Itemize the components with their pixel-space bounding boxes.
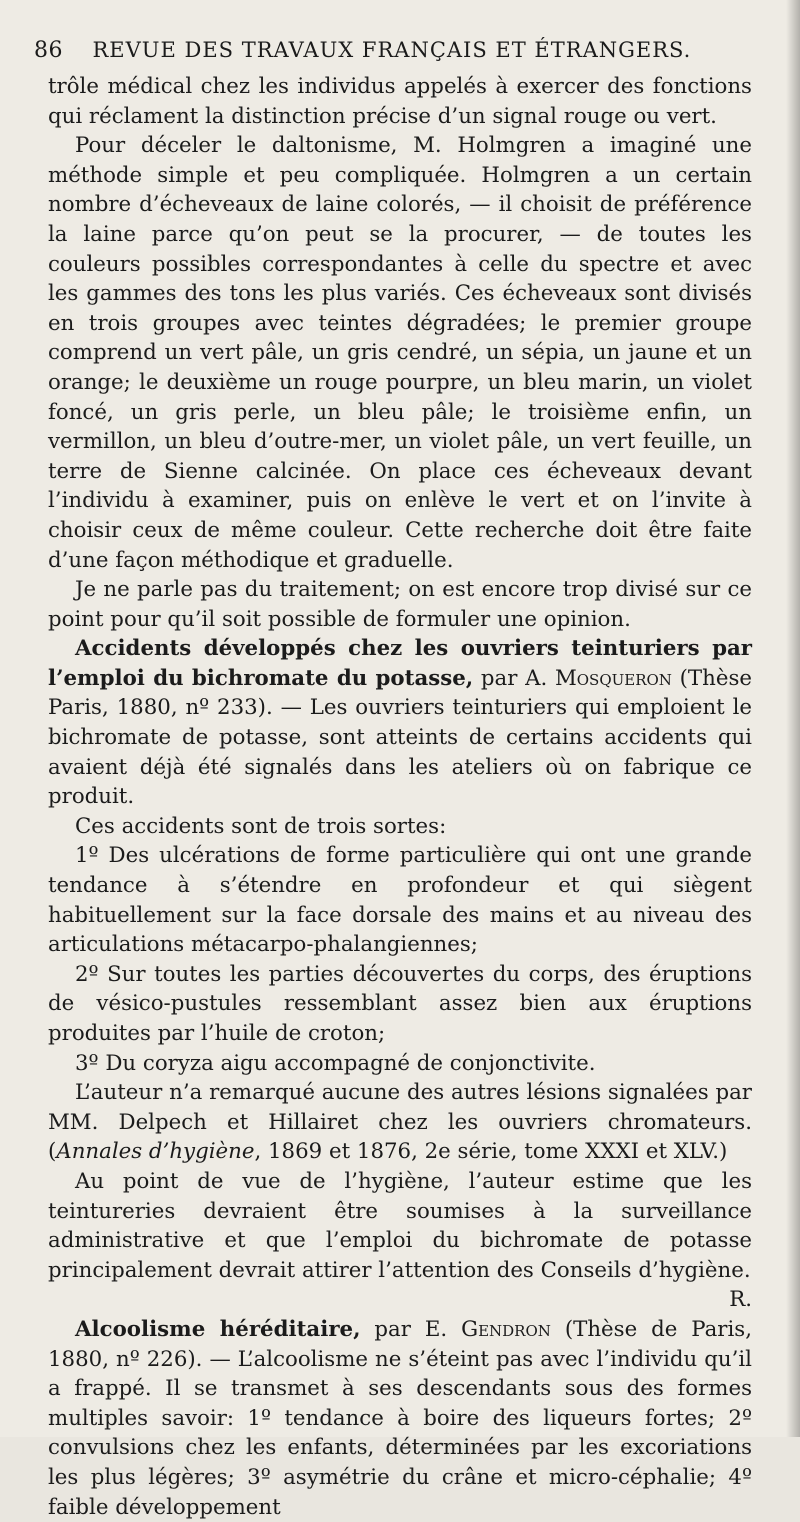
paragraph-conclusion (48, 1167, 752, 1315)
article-text: Les ouvriers teinturiers qui emploient le bichromate de potasse, sont atteints de certains accidents qui avaient déjà été signalés dans les ateliers où on fabrique ce produit. (48, 695, 752, 810)
paragraph-remark (48, 1078, 752, 1167)
signature: R. (729, 1287, 752, 1313)
article-title: Alcoolisme héréditaire, (75, 1316, 361, 1342)
article-title: Accidents développés chez les ouvriers teinturiers par l’emploi du bichromate du potasse, (48, 636, 752, 691)
list-item: 1º Des ulcérations de forme particulière qui ont une grande tendance à s’étendre en profondeur et qui siègent habituellement sur la face dorsale des mains et au niveau des articulations métacarpo-phalangiennes; (48, 843, 752, 958)
conclusion-text: Au point de vue de l’hygiène, l’auteur estime que les teintureries devraient être soumises à la surveillance administrative et que l’emploi du bichromate de potasse principalement devrait attirer l’attention des Conseils d’hygiène. (48, 1168, 752, 1283)
article-by: par A. (473, 665, 555, 691)
article-text: L’alcoolisme ne s’éteint pas avec l’individu qu’il a frappé. Il se transmet à ses descendants sous des formes multiples savoir: 1º tendance à boire des liqueurs fortes; 2º convulsions chez les enfants, déterminées par les excoriations les plus légères; 3º asymétrie du crâne et micro-céphalie; 4º faible développement (48, 1346, 752, 1520)
article-author: Gendron (461, 1316, 551, 1342)
journal-title: Annales d’hygiène (56, 1139, 255, 1165)
running-title: REVUE DES TRAVAUX FRANÇAIS ET ÉTRANGERS. (92, 38, 692, 62)
remark-text: L’auteur n’a remarqué aucune des autres lésions signalées par MM. Delpech et Hillairet chez les ouvriers chromateurs. ( (48, 1080, 752, 1165)
article-alcoolisme-heading (48, 1315, 752, 1522)
remark-citation: , 1869 et 1876, 2e série, tome XXXI et XLV.) (254, 1139, 728, 1165)
paragraph-continued: trôle médical chez les individus appelés à exercer des fonctions qui réclament la distinction précise d’un signal rouge ou vert. (48, 74, 752, 129)
paragraph-traitement: Je ne parle pas du traitement; on est encore trop divisé sur ce point pour qu’il soit possible de formuler une opinion. (48, 577, 752, 632)
paragraph-daltonisme: Pour déceler le daltonisme, M. Holmgren a imaginé une méthode simple et peu compliquée. Holmgren a un certain nombre d’écheveaux de laine colorés, — il choisit de préférence la laine parce qu’on peut se la procurer, — de toutes les couleurs possibles correspondantes à celle du spectre et avec les gammes des tons les plus variés. Ces écheveaux sont divisés en trois groupes avec teintes dégradées; le premier groupe comprend un vert pâle, un gris cendré, un sépia, un jaune et un orange; le deuxième un rouge pourpre, un bleu marin, un violet foncé, un gris perle, un bleu pâle; le troisième enfin, un vermillon, un bleu d’outre-mer, un violet pâle, un vert feuille, un terre de Sienne calcinée. On place ces écheveaux devant l’individu à examiner, puis on enlève le vert et on l’invite à choisir ceux de même couleur. Cette recherche doit être faite d’une façon méthodique et graduelle. (48, 133, 752, 573)
list-item: 3º Du coryza aigu accompagné de conjonctivite. (75, 1050, 596, 1076)
list-item: 2º Sur toutes les parties découvertes du corps, des éruptions de vésico-pustules ressemblant assez bien aux éruptions produites par l’huile de croton; (48, 961, 752, 1046)
article-reference: (Thèse de Paris, 1880, nº 226). — (48, 1316, 752, 1372)
running-header (34, 38, 734, 63)
article-author: Mosqueron (554, 665, 672, 691)
body-text (48, 72, 752, 1522)
article-bichromate-heading (48, 634, 752, 812)
article-reference: (Thèse Paris, 1880, nº 233). — (48, 665, 752, 721)
page-number: 86 (34, 38, 63, 63)
article-by: par E. (360, 1316, 462, 1342)
paragraph-intro: Ces accidents sont de trois sortes: (75, 813, 447, 839)
